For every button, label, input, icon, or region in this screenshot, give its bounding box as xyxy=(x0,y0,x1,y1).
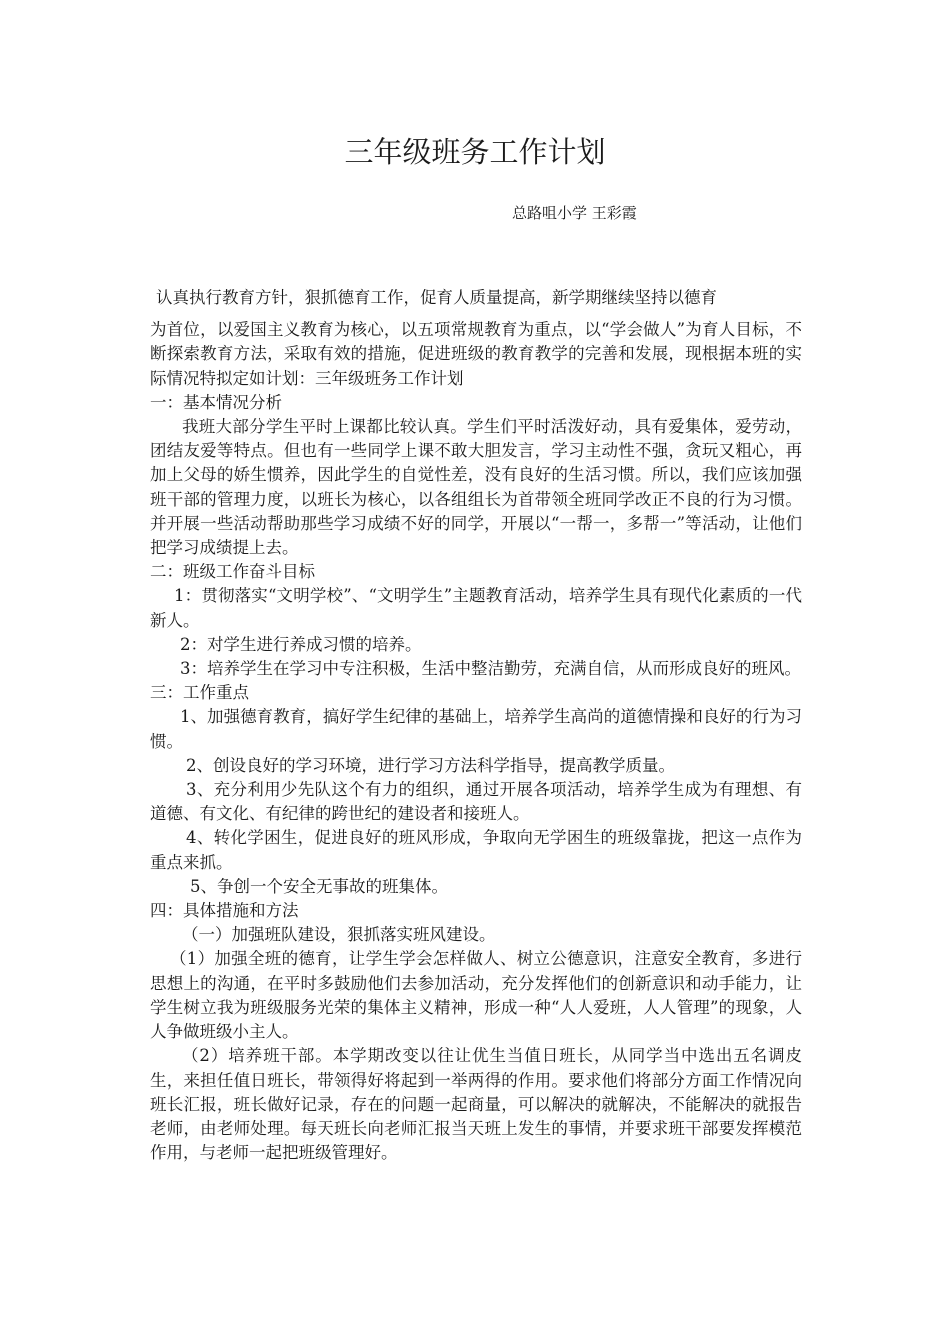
goal-item-1: 1：贯彻落实“文明学校”、“文明学生”主题教育活动，培养学生具有现代化素质的一代新人。 xyxy=(150,586,802,630)
measures-subheading-1: （一）加强班队建设，狠抓落实班风建设。 xyxy=(182,925,496,945)
measure-paragraph-1: （1）加强全班的德育，让学生学会怎样做人、树立公德意识，注意安全教育，多进行思想上的沟通，在平时多鼓励他们去参加活动，充分发挥他们的创新意识和动手能力，让学生树立我为班级服务光荣的集体主义精神，形成一种“人人爱班，人人管理”的现象，人人争做班级小主人。 xyxy=(150,949,802,1042)
section-heading-1: 一：基本情况分析 xyxy=(150,392,282,412)
focus-item-5: 5、争创一个安全无事故的班集体。 xyxy=(190,876,448,896)
situation-paragraph: 我班大部分学生平时上课都比较认真。学生们平时活泼好动，具有爱集体，爱劳动，团结友爱等特点。但也有一些同学上课不敢大胆发言，学习主动性不强，贪玩又粗心，再加上父母的娇生惯养，因此学生的自觉性差，没有良好的生活习惯。所以，我们应该加强班干部的管理力度，以班长为核心，以各组组长为首带领全班同学改正不良的行为习惯。并开展一些活动帮助那些学习成绩不好的同学，开展以“一帮一，多帮一”等活动，让他们把学习成绩提上去。 xyxy=(150,417,802,558)
focus-item-4: 4、转化学困生，促进良好的班风形成，争取向无学困生的班级靠拢，把这一点作为重点来抓。 xyxy=(150,828,802,872)
intro-first-line: 认真执行教育方针，狠抓德育工作，促育人质量提高，新学期继续坚持以德育 xyxy=(156,288,717,307)
focus-item-3: 3、充分利用少先队这个有力的组织，通过开展各项活动，培养学生成为有理想、有道德、有文化、有纪律的跨世纪的建设者和接班人。 xyxy=(150,780,802,824)
focus-item-1: 1、加强德育教育，搞好学生纪律的基础上，培养学生高尚的道德情操和良好的行为习惯。 xyxy=(150,707,802,751)
author-line: 总路咀小学 王彩霞 xyxy=(512,204,637,222)
document-body xyxy=(150,286,802,1165)
section-heading-4: 四：具体措施和方法 xyxy=(150,901,299,921)
document-title: 三年级班务工作计划 xyxy=(344,135,606,169)
focus-item-2: 2、创设良好的学习环境，进行学习方法科学指导，提高教学质量。 xyxy=(186,755,675,775)
section-heading-2: 二：班级工作奋斗目标 xyxy=(150,562,315,582)
intro-paragraph: 为首位，以爱国主义教育为核心，以五项常规教育为重点，以“学会做人”为育人目标，不断探索教育方法，采取有效的措施，促进班级的教育教学的完善和发展，现根据本班的实际情况特拟定如计划：三年级班务工作计划 xyxy=(150,320,802,388)
measure-paragraph-2: （2）培养班干部。本学期改变以往让优生当值日班长，从同学当中选出五名调皮生，来担任值日班长，带领得好将起到一举两得的作用。要求他们将部分方面工作情况向班长汇报，班长做好记录，存在的问题一起商量，可以解决的就解决，不能解决的就报告老师，由老师处理。每天班长向老师汇报当天班上发生的事情，并要求班干部要发挥模范作用，与老师一起把班级管理好。 xyxy=(150,1046,802,1163)
section-heading-3: 三：工作重点 xyxy=(150,683,249,703)
goal-item-2: 2：对学生进行养成习惯的培养。 xyxy=(180,634,422,654)
goal-item-3: 3：培养学生在学习中专注积极，生活中整洁勤劳，充满自信，从而形成良好的班风。 xyxy=(180,659,801,679)
